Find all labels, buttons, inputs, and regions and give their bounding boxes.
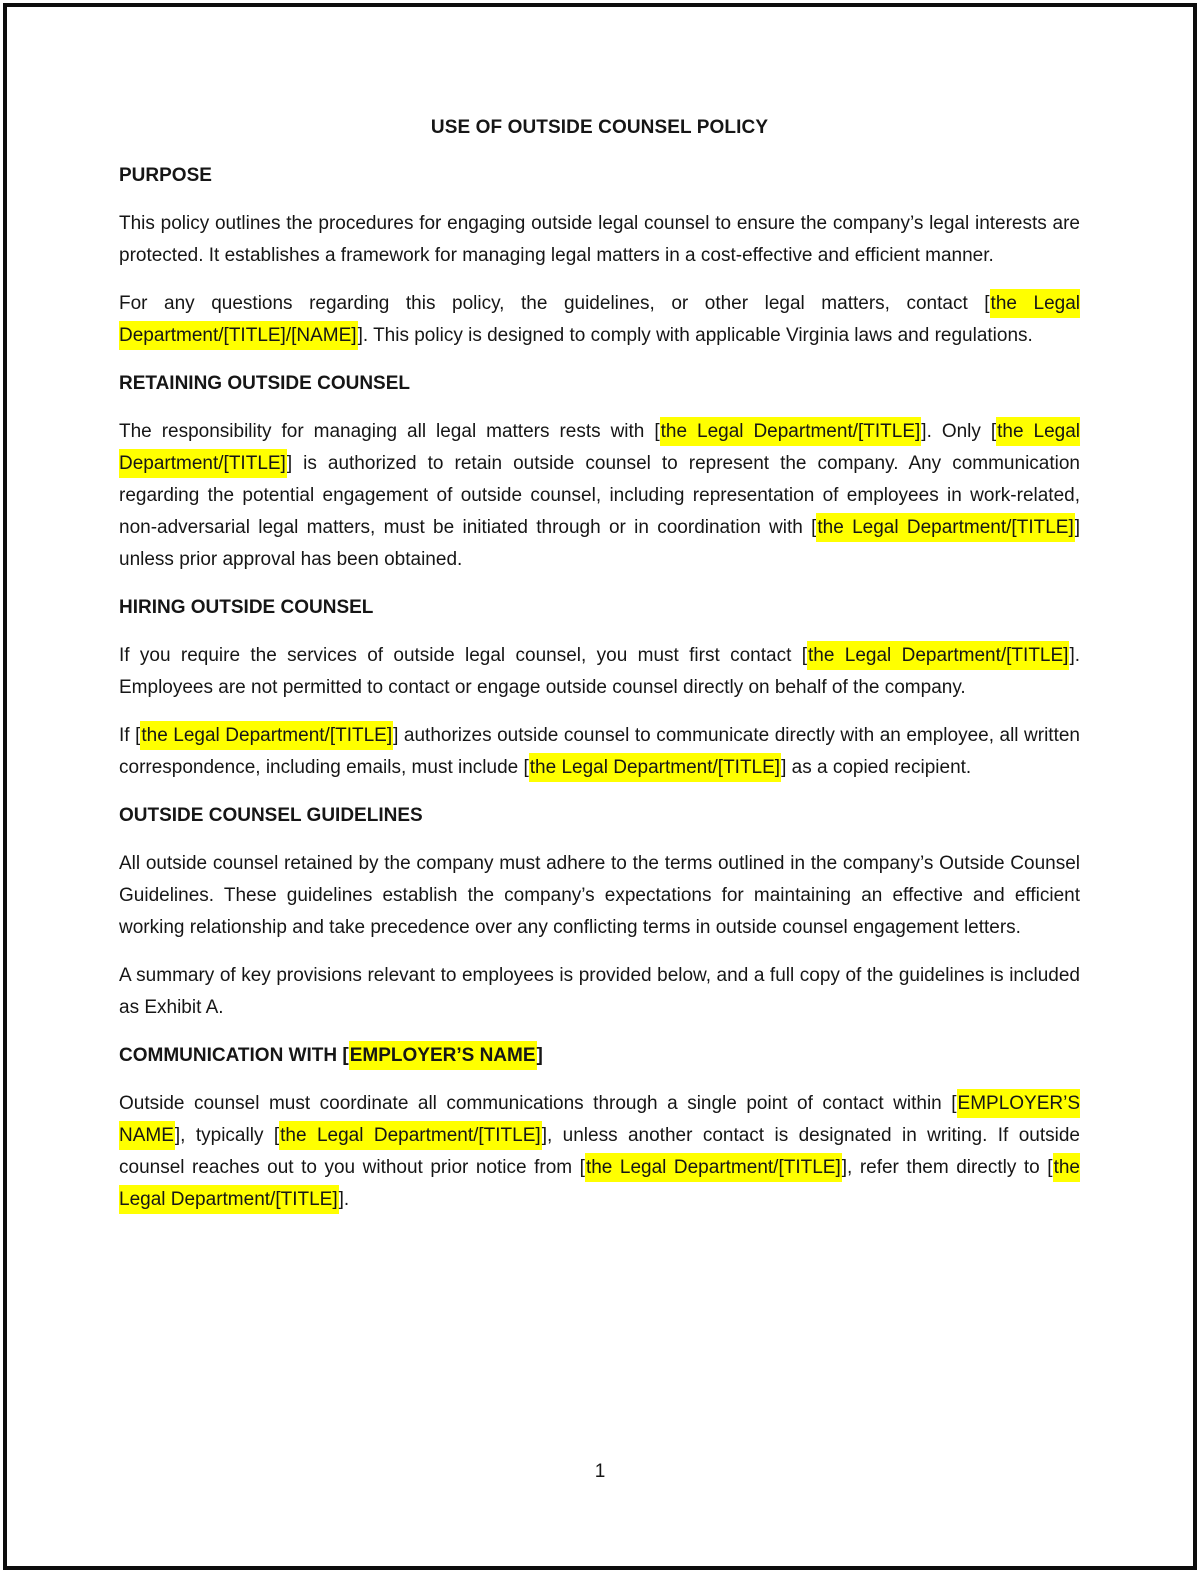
text-run: The responsibility for managing all legal matters rests with [: [119, 421, 660, 442]
highlighted-placeholder: the Legal Department/[TITLE]: [660, 417, 922, 446]
text-run: COMMUNICATION WITH [: [119, 1045, 349, 1066]
page-number: 1: [594, 1461, 606, 1482]
paragraph: [119, 960, 1080, 1024]
text-run: ]. Employees are not permitted to contact or engage outside counsel directly on behalf of the company.: [119, 645, 1081, 698]
text-run: Outside counsel must coordinate all communications through a single point of contact within [: [119, 1093, 957, 1114]
highlighted-placeholder: the Legal Department/[TITLE]/[NAME]: [119, 289, 1080, 350]
highlighted-placeholder: the Legal Department/[TITLE]: [529, 753, 781, 782]
text-run: All outside counsel retained by the company must adhere to the terms outlined in the company’s Outside Counsel Guidelines. These guidelines establish the company’s expectations for maintaining an effective and efficient working relationship and take precedence over any conflicting terms in outside counsel engagement letters.: [119, 853, 1080, 938]
paragraph: [119, 720, 1080, 784]
text-run: ], typically [: [174, 1125, 280, 1146]
document-body: [119, 160, 1080, 1216]
paragraph: [119, 1088, 1080, 1216]
text-run: ] authorizes outside counsel to communicate directly with an employee, all written correspondence, including emails, must include [: [119, 725, 1081, 778]
paragraph: [119, 208, 1080, 272]
text-run: PURPOSE: [119, 165, 212, 186]
document-content: [119, 112, 1080, 1232]
text-run: ].: [338, 1189, 350, 1210]
highlighted-placeholder: the Legal Department/[TITLE]: [279, 1121, 542, 1150]
section-heading: [119, 1040, 1080, 1072]
highlighted-placeholder: the Legal Department/[TITLE]: [816, 513, 1074, 542]
section-heading: [119, 800, 1080, 832]
text-run: ], unless another contact is designated in writing. If outside counsel reaches out to you without prior notice from [: [119, 1125, 1080, 1178]
highlighted-placeholder: the Legal Department/[TITLE]: [585, 1153, 842, 1182]
text-run: ] is authorized to retain outside counsel to represent the company. Any communication regarding the potential engagement of outside counsel, including representation of employees in work-related, non-adversarial legal matters, must be initiated through or in coordination with [: [119, 453, 1080, 538]
section-heading: [119, 368, 1080, 400]
section-heading: [119, 160, 1080, 192]
highlighted-placeholder: the Legal Department/[TITLE]: [119, 1153, 1080, 1214]
text-run: If [: [119, 725, 141, 746]
paragraph: [119, 288, 1080, 352]
paragraph: [119, 848, 1080, 944]
text-run: OUTSIDE COUNSEL GUIDELINES: [119, 805, 423, 826]
text-run: RETAINING OUTSIDE COUNSEL: [119, 373, 410, 394]
text-run: ] as a copied recipient.: [781, 757, 972, 778]
page-title: USE OF OUTSIDE COUNSEL POLICY: [430, 117, 769, 138]
text-run: ], refer them directly to [: [841, 1157, 1053, 1178]
text-run: For any questions regarding this policy, the guidelines, or other legal matters, contact [: [119, 293, 990, 314]
paragraph: [119, 416, 1080, 576]
text-run: ]: [536, 1045, 543, 1066]
paragraph: [119, 640, 1080, 704]
highlighted-placeholder: EMPLOYER’S NAME: [119, 1089, 1080, 1150]
section-heading: [119, 592, 1080, 624]
text-run: HIRING OUTSIDE COUNSEL: [119, 597, 374, 618]
text-run: A summary of key provisions relevant to employees is provided below, and a full copy of the guidelines is included as Exhibit A.: [119, 965, 1080, 1018]
highlighted-placeholder: the Legal Department/[TITLE]: [140, 721, 393, 750]
text-run: ]. This policy is designed to comply with applicable Virginia laws and regulations.: [357, 325, 1033, 346]
highlighted-placeholder: the Legal Department/[TITLE]: [807, 641, 1069, 670]
text-run: ]. Only [: [921, 421, 997, 442]
text-run: If you require the services of outside legal counsel, you must first contact [: [119, 645, 807, 666]
text-run: ] unless prior approval has been obtained.: [119, 517, 1081, 570]
highlighted-placeholder: the Legal Department/[TITLE]: [119, 417, 1080, 478]
text-run: This policy outlines the procedures for engaging outside legal counsel to ensure the company’s legal interests are protected. It establishes a framework for managing legal matters in a cost-effective and efficient manner.: [119, 213, 1080, 266]
highlighted-placeholder: EMPLOYER’S NAME: [349, 1041, 537, 1070]
